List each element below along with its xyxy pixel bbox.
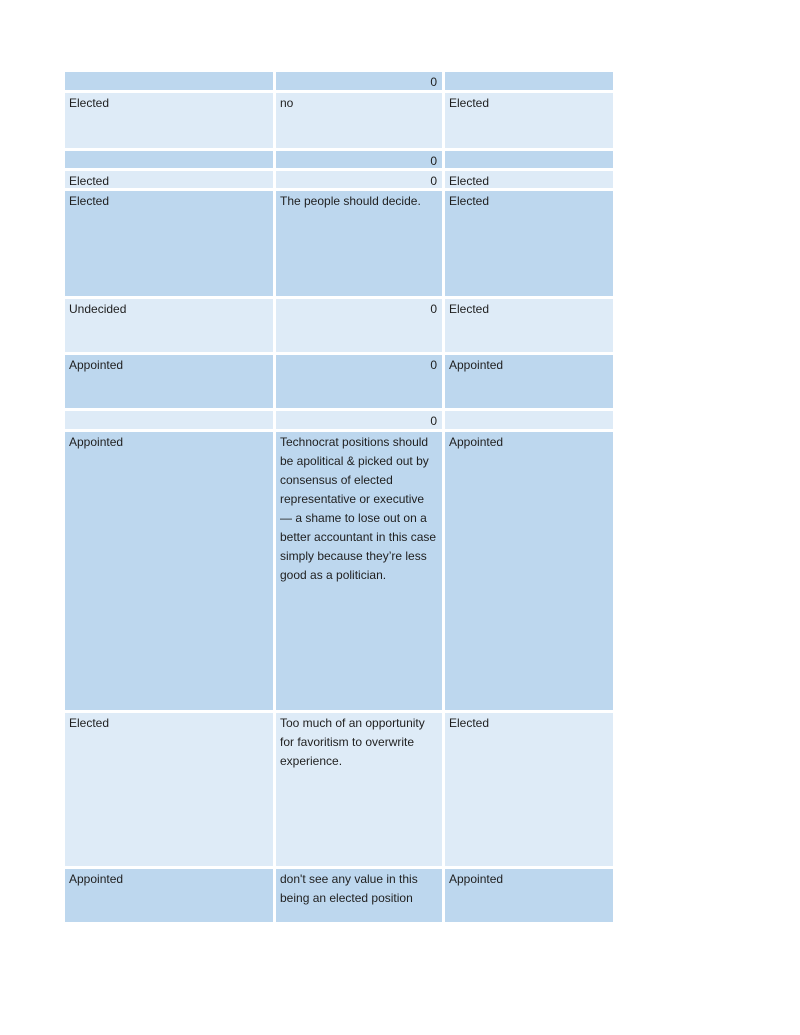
table-cell: Elected xyxy=(65,93,273,148)
table-cell: Technocrat positions should be apolitical & picked out by consensus of elected representative or executive — a shame to lose out on a better accountant in this case simply because they’re less good as a politician. xyxy=(276,432,442,710)
table-cell xyxy=(445,411,613,429)
table-cell: 0 xyxy=(276,171,442,188)
table-cell: Elected xyxy=(445,93,613,148)
survey-response-table xyxy=(65,72,613,922)
table-cell: 0 xyxy=(276,299,442,352)
table-cell: 0 xyxy=(276,411,442,429)
table-cell: Elected xyxy=(65,713,273,866)
table-cell xyxy=(65,72,273,90)
table-cell: don't see any value in this being an elected position xyxy=(276,869,442,922)
table-cell: Too much of an opportunity for favoritism to overwrite experience. xyxy=(276,713,442,866)
table-cell: Elected xyxy=(445,191,613,296)
table-cell: Appointed xyxy=(445,432,613,710)
table-cell xyxy=(65,151,273,168)
table-cell: Appointed xyxy=(445,355,613,408)
table-cell: Appointed xyxy=(65,355,273,408)
table-cell: no xyxy=(276,93,442,148)
table-cell: Elected xyxy=(65,171,273,188)
table-cell: Undecided xyxy=(65,299,273,352)
table-cell: Elected xyxy=(445,299,613,352)
table-cell: 0 xyxy=(276,355,442,408)
table-cell: Elected xyxy=(445,713,613,866)
table-cell: Appointed xyxy=(65,869,273,922)
table-cell: Elected xyxy=(445,171,613,188)
table-cell xyxy=(65,411,273,429)
table-cell: The people should decide. xyxy=(276,191,442,296)
table-cell: Appointed xyxy=(65,432,273,710)
table-cell xyxy=(445,72,613,90)
table-cell: 0 xyxy=(276,151,442,168)
table-cell xyxy=(445,151,613,168)
table-cell: 0 xyxy=(276,72,442,90)
table-cell: Elected xyxy=(65,191,273,296)
table-cell: Appointed xyxy=(445,869,613,922)
